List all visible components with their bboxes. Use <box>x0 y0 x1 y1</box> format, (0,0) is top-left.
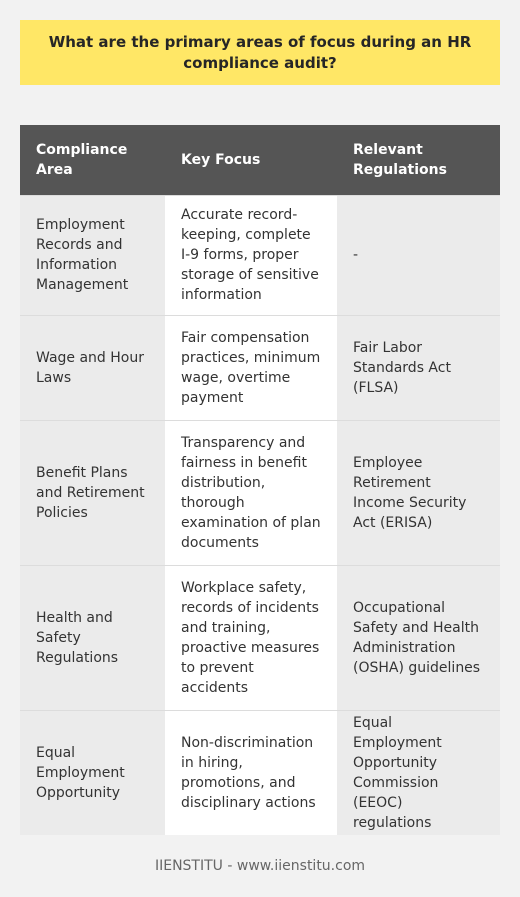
title-banner <box>20 20 500 85</box>
compliance-area-cell: Equal Employment Opportunity <box>20 710 165 835</box>
key-focus-cell: Fair compensation practices, minimum wage, overtime payment <box>165 315 337 420</box>
table-row <box>20 710 500 835</box>
header-relevant-regulations: Relevant Regulations <box>337 125 500 195</box>
compliance-area-cell: Benefit Plans and Retirement Policies <box>20 420 165 565</box>
table-row <box>20 195 500 315</box>
compliance-table <box>20 125 500 835</box>
key-focus-cell: Non-discrimination in hiring, promotions, and disciplinary actions <box>165 710 337 835</box>
compliance-area-cell: Health and Safety Regulations <box>20 565 165 710</box>
table-row <box>20 420 500 565</box>
header-key-focus: Key Focus <box>165 125 337 195</box>
page-title: What are the primary areas of focus during an HR compliance audit? <box>48 32 472 72</box>
regulations-cell: Occupational Safety and Health Administration (OSHA) guidelines <box>337 565 500 710</box>
table-row <box>20 315 500 420</box>
header-compliance-area: Compliance Area <box>20 125 165 195</box>
compliance-area-cell: Employment Records and Information Management <box>20 195 165 315</box>
key-focus-cell: Transparency and fairness in benefit distribution, thorough examination of plan documents <box>165 420 337 565</box>
key-focus-cell: Workplace safety, records of incidents and training, proactive measures to prevent accidents <box>165 565 337 710</box>
table-row <box>20 565 500 710</box>
compliance-area-cell: Wage and Hour Laws <box>20 315 165 420</box>
table-header-row <box>20 125 500 195</box>
regulations-cell: - <box>337 195 500 315</box>
regulations-cell: Employee Retirement Income Security Act (ERISA) <box>337 420 500 565</box>
footer-credit: IIENSTITU - www.iienstitu.com <box>154 858 366 874</box>
key-focus-cell: Accurate record-keeping, complete I-9 forms, proper storage of sensitive information <box>165 195 337 315</box>
regulations-cell: Fair Labor Standards Act (FLSA) <box>337 315 500 420</box>
regulations-cell: Equal Employment Opportunity Commission (EEOC) regulations <box>337 710 500 835</box>
